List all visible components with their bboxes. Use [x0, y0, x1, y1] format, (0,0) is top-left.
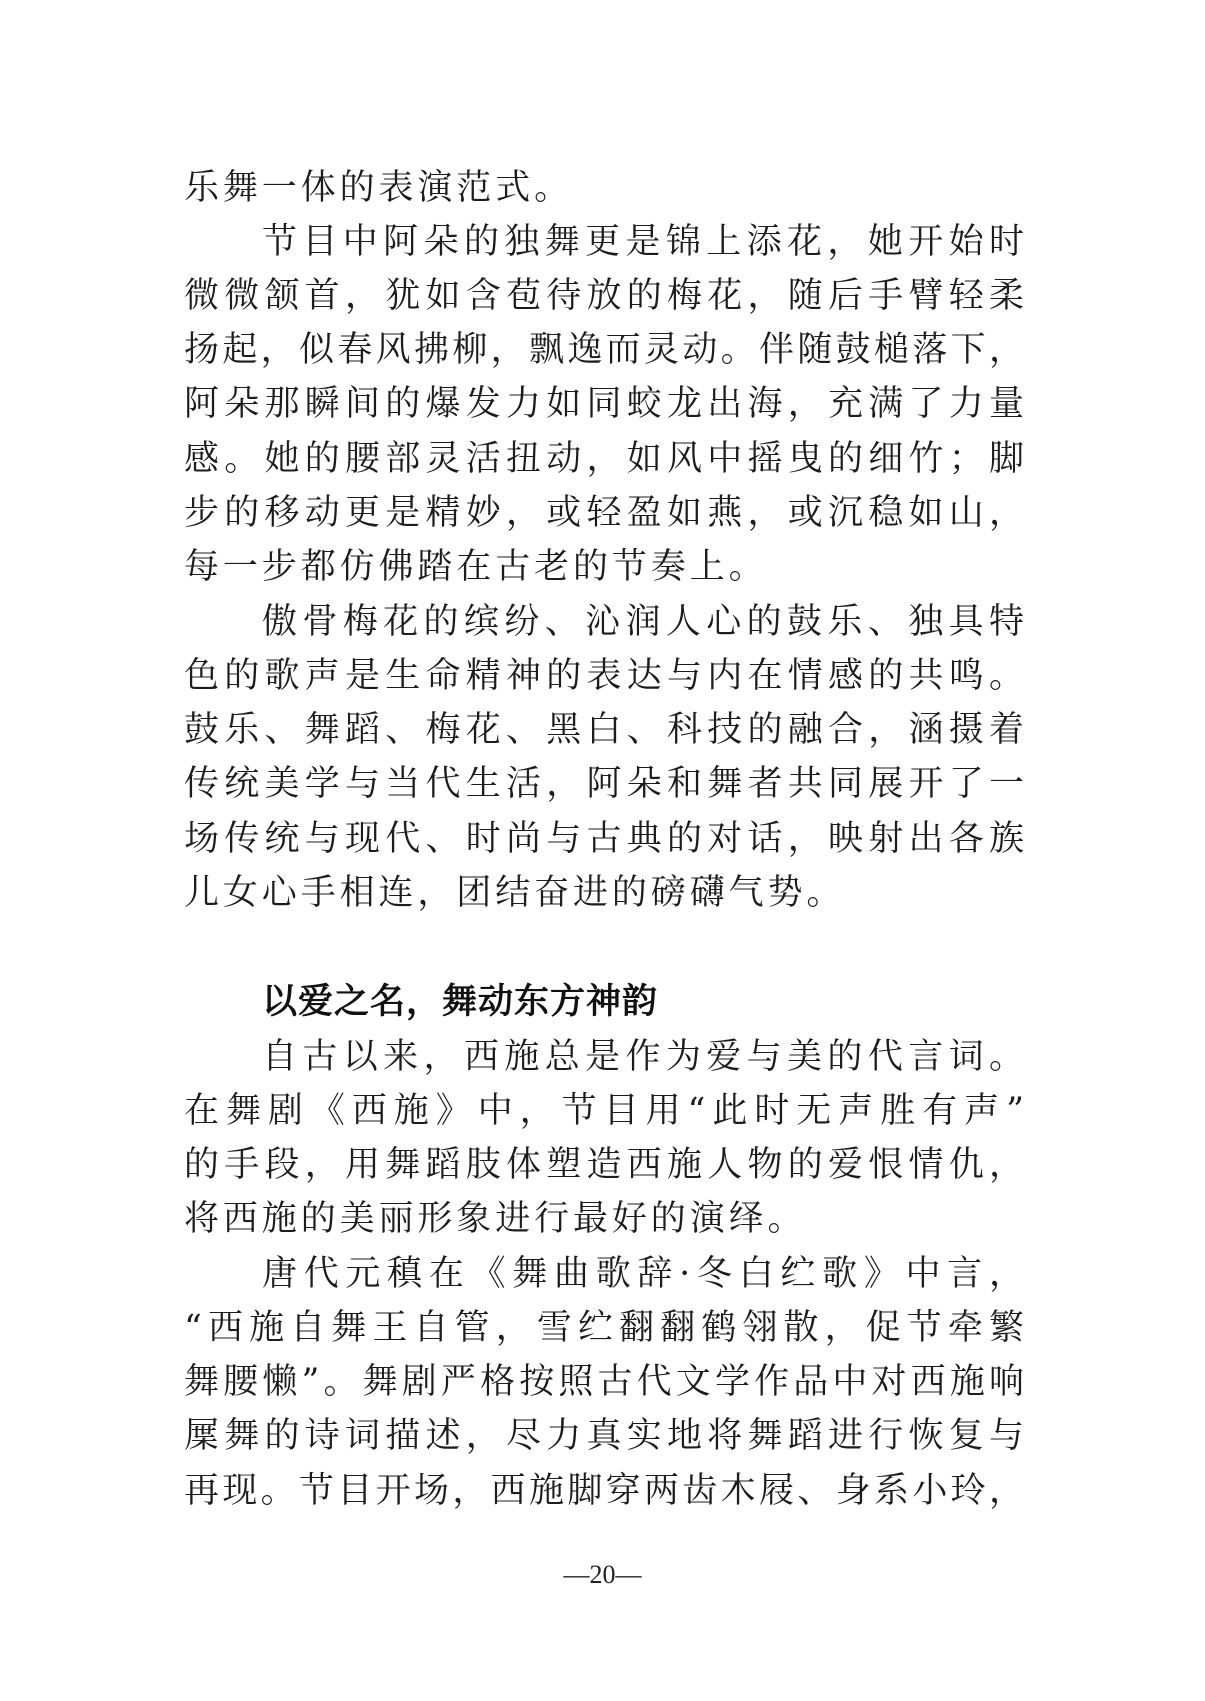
text-line: 感。她的腰部灵活扭动，如风中摇曳的细竹；脚: [184, 439, 1024, 479]
paragraph-start-line: 唐代元稹在《舞曲歌辞·冬白纻歌》中言，: [262, 1254, 1024, 1294]
text-line: 乐舞一体的表演范式。: [184, 168, 574, 208]
text-line: 微微颔首，犹如含苞待放的梅花，随后手臂轻柔: [184, 276, 1024, 316]
text-line: 屟舞的诗词描述，尽力真实地将舞蹈进行恢复与: [184, 1416, 1024, 1456]
paragraph-start-line: 自古以来，西施总是作为爱与美的代言词。: [262, 1037, 1024, 1077]
text-line: 儿女心手相连，团结奋进的磅礴气势。: [184, 873, 846, 913]
section-heading: 以爱之名，舞动东方神韵: [262, 982, 659, 1022]
page-number: —20—: [563, 1560, 642, 1589]
text-line: 传统美学与当代生活，阿朵和舞者共同展开了一: [184, 764, 1024, 804]
text-line: 每一步都仿佛踏在古老的节奏上。: [184, 547, 768, 587]
text-line: 的手段，用舞蹈肢体塑造西施人物的爱恨情仇，: [184, 1145, 1024, 1185]
text-line: 舞腰懒”。舞剧严格按照古代文学作品中对西施响: [184, 1362, 1024, 1402]
text-line: 阿朵那瞬间的爆发力如同蛟龙出海，充满了力量: [184, 384, 1024, 424]
text-line: 色的歌声是生命精神的表达与内在情感的共鸣。: [184, 656, 1024, 696]
paragraph-start-line: 节目中阿朵的独舞更是锦上添花，她开始时: [262, 222, 1024, 262]
text-line: 在舞剧《西施》中，节目用“此时无声胜有声”: [184, 1091, 1024, 1131]
text-line: 将西施的美丽形象进行最好的演绎。: [184, 1199, 807, 1239]
paragraph-start-line: 傲骨梅花的缤纷、沁润人心的鼓乐、独具特: [262, 602, 1024, 642]
text-line: 场传统与现代、时尚与古典的对话，映射出各族: [184, 819, 1024, 859]
text-line: 再现。节目开场，西施脚穿两齿木屐、身系小玲，: [184, 1471, 1024, 1511]
text-line: 鼓乐、舞蹈、梅花、黑白、科技的融合，涵摄着: [184, 710, 1024, 750]
text-line: 扬起，似春风拂柳，飘逸而灵动。伴随鼓槌落下，: [184, 330, 1024, 370]
text-line: 步的移动更是精妙，或轻盈如燕，或沉稳如山，: [184, 493, 1024, 533]
text-line: “西施自舞王自管，雪纻翻翻鹤翎散，促节牵繁: [184, 1308, 1024, 1348]
